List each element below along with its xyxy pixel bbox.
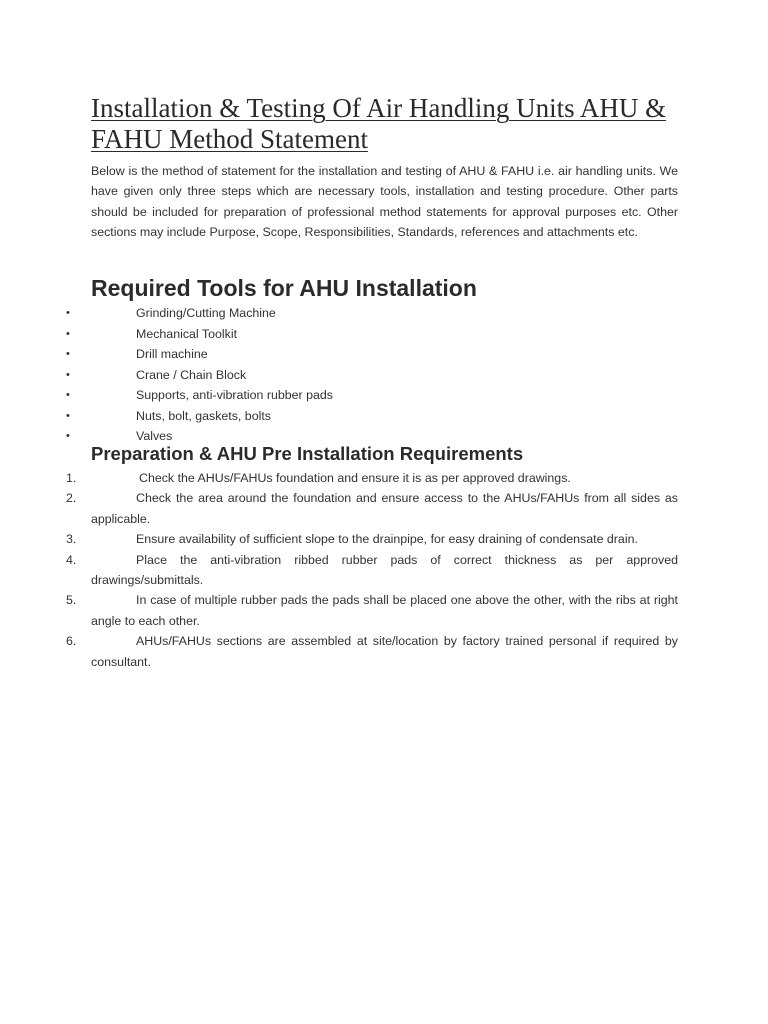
tool-item-text: Supports, anti-vibration rubber pads (136, 388, 333, 402)
list-item (0, 590, 768, 631)
requirement-text: Place the anti-vibration ribbed rubber pads of correct thickness as per approved drawings/submittals. (91, 552, 678, 588)
tool-item-text: Valves (136, 429, 173, 443)
tool-item-text: Grinding/Cutting Machine (136, 306, 276, 320)
bullet-icon: • (66, 368, 70, 381)
list-item (0, 529, 768, 549)
item-number: 6. (66, 634, 77, 649)
intro-paragraph: Below is the method of statement for the installation and testing of AHU & FAHU i.e. air handling units. We have given only three steps which are necessary tools, installation and testing procedure. Other parts should be included for preparation of professional method statements for approval purposes etc. Other sections may include Purpose, Scope, Responsibilities, Standards, references and attachments etc. (91, 164, 678, 240)
requirement-text: Ensure availability of sufficient slope to the drainpipe, for easy draining of condensate drain. (136, 532, 638, 547)
list-item (0, 324, 768, 345)
list-item (0, 303, 768, 324)
item-number: 5. (66, 593, 77, 608)
tools-heading: Required Tools for AHU Installation (91, 275, 477, 301)
bullet-icon: • (66, 409, 70, 422)
bullet-icon: • (66, 307, 70, 319)
requirement-text: In case of multiple rubber pads the pads shall be placed one above the other, with the ribs at right angle to each other. (91, 593, 678, 628)
item-number: 2. (66, 491, 77, 506)
list-item (0, 550, 768, 591)
tools-list (0, 303, 768, 447)
bullet-icon: • (66, 348, 70, 360)
bullet-icon: • (66, 327, 70, 340)
item-number: 4. (66, 552, 77, 567)
list-item (0, 406, 768, 427)
list-item (0, 468, 768, 488)
requirements-list (0, 468, 768, 672)
item-number: 3. (66, 532, 77, 547)
tool-item-text: Nuts, bolt, gaskets, bolts (136, 408, 271, 423)
document-title: Installation & Testing Of Air Handling Units AHU & FAHU Method Statement (91, 93, 667, 154)
requirement-text: AHUs/FAHUs sections are assembled at site/location by factory trained personal if required by consultant. (91, 634, 678, 669)
item-number: 1. (66, 471, 77, 485)
tool-item-text: Mechanical Toolkit (136, 326, 238, 341)
requirement-text: Check the AHUs/FAHUs foundation and ensure it is as per approved drawings. (139, 471, 571, 485)
list-item (0, 488, 768, 529)
tool-item-text: Drill machine (136, 347, 208, 361)
tool-item-text: Crane / Chain Block (136, 367, 247, 382)
list-item (0, 631, 768, 672)
list-item (0, 365, 768, 386)
requirement-text: Check the area around the foundation and ensure access to the AHUs/FAHUs from all sides as applicable. (91, 491, 678, 526)
list-item (0, 385, 768, 406)
bullet-icon: • (66, 430, 70, 442)
list-item (0, 344, 768, 365)
bullet-icon: • (66, 389, 70, 401)
preparation-heading: Preparation & AHU Pre Installation Requirements (91, 443, 524, 464)
